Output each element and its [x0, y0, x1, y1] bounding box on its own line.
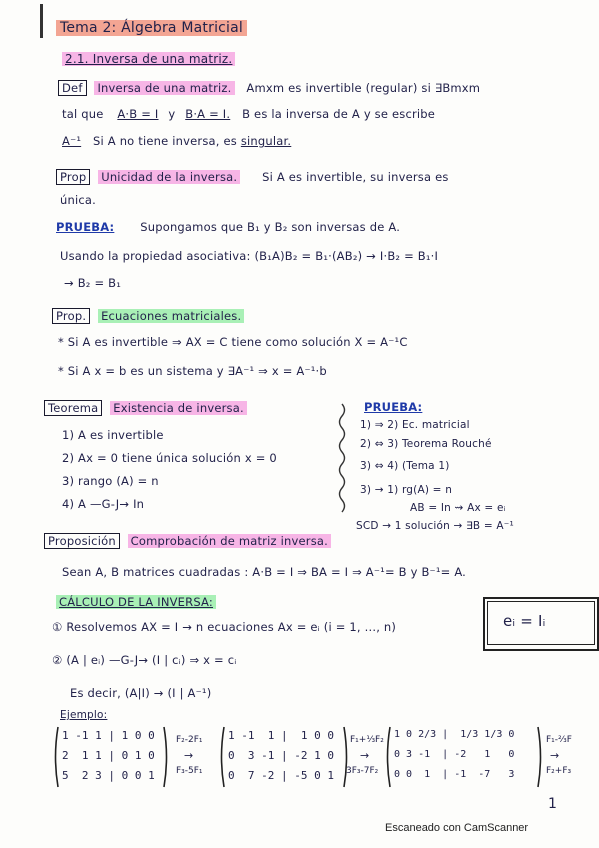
calculo-text-2: ② (A | eᵢ) —G-J→ (I | cᵢ) ⇒ x = cᵢ	[52, 653, 237, 667]
op1-bottom: F₃-5F₁	[176, 766, 203, 776]
teorema-item-3: 3) rango (A) = n	[62, 474, 159, 488]
prop1-heading: Unicidad de la inversa.	[98, 170, 240, 184]
op2-arrow: →	[360, 749, 370, 762]
matrix-3-row-1: 1 0 2/3 | 1/3 1/3 0	[394, 729, 515, 740]
def-a-inv: A⁻¹	[62, 134, 82, 148]
def-singular: singular.	[240, 134, 292, 148]
prop1-text-2: única.	[60, 193, 96, 207]
teorema-tag: Teorema	[44, 400, 102, 416]
prueba2-label	[364, 400, 422, 414]
def-tal-que: tal que	[62, 107, 104, 121]
prueba1-label: PRUEBA:	[56, 220, 115, 234]
ejemplo-label: Ejemplo:	[60, 709, 108, 721]
prueba1-text-2: Usando la propiedad asociativa: (B₁A)B₂ = B₁·(AB₂) → I·B₂ = B₁·I	[60, 249, 439, 263]
calculo-heading	[56, 595, 216, 609]
prueba2-line-2: 2) ⇔ 3) Teorema Rouché	[360, 438, 492, 450]
calculo-text-1: ① Resolvemos AX = I → n ecuaciones Ax = eᵢ (i = 1, ..., n)	[52, 620, 397, 634]
matrix-3-row-2: 0 3 -1 | -2 1 0	[394, 749, 515, 760]
calculo-text-3: Es decir, (A|I) → (I | A⁻¹)	[70, 686, 212, 700]
prueba2-line-3: 3) ⇔ 4) (Tema 1)	[360, 460, 450, 472]
prueba2-line-6: SCD → 1 solución → ∃B = A⁻¹	[356, 520, 514, 532]
prop2-line-1	[52, 309, 244, 323]
teorema-line-1	[44, 401, 247, 415]
def-text-2: B es la inversa de A y se escribe	[242, 107, 436, 121]
prop2-text-2: * Si A x = b es un sistema y ∃A⁻¹ ⇒ x = A⁻¹·b	[58, 364, 327, 378]
def-line-1	[58, 81, 480, 95]
matrix-2-row-2: 0 3 -1 | -2 1 0	[228, 749, 334, 762]
prop2-text-1: * Si A es invertible ⇒ AX = C tiene como solución X = A⁻¹C	[58, 335, 408, 349]
def-line-3	[62, 134, 291, 148]
scanner-footer: Escaneado con CamScanner	[385, 822, 529, 834]
op3-top: F₁-⅔F	[546, 735, 572, 745]
def-y: y	[168, 107, 176, 121]
binder-mark	[40, 4, 43, 38]
brace-squiggle	[335, 402, 349, 522]
matrix-1-row-3: 5 2 3 | 0 0 1	[62, 769, 155, 782]
page-number: 1	[548, 796, 557, 812]
calculo-heading-text: CÁLCULO DE LA INVERSA:	[56, 595, 216, 609]
teorema-item-1: 1) A es invertible	[62, 428, 164, 442]
op2-bottom: 3F₃-7F₂	[346, 766, 379, 776]
def-text-3: Si A no tiene inversa, es	[93, 134, 237, 148]
def-line-2	[62, 107, 435, 121]
op2-top: F₁+⅓F₂	[350, 735, 384, 745]
matrix-3	[384, 725, 544, 789]
def-tag: Def	[58, 80, 87, 96]
matrix-2-row-1: 1 -1 1 | 1 0 0	[228, 729, 334, 742]
matrix-3-row-3: 0 0 1 | -1 -7 3	[394, 769, 515, 780]
op1-top: F₂-2F₁	[176, 735, 203, 745]
prop1-line-1	[56, 170, 449, 184]
framed-formula: eᵢ = Iᵢ	[503, 612, 546, 630]
matrix-1-row-2: 2 1 1 | 0 1 0	[62, 749, 155, 762]
prop2-heading: Ecuaciones matriciales.	[98, 309, 244, 323]
matrix-2-row-3: 0 7 -2 | -5 0 1	[228, 769, 334, 782]
prueba1-text-3: → B₂ = B₁	[64, 276, 122, 290]
prueba1-text: Supongamos que B₁ y B₂ son inversas de A.	[140, 220, 401, 234]
prop1-tag: Prop	[56, 169, 90, 185]
teorema-heading: Existencia de inversa.	[110, 401, 247, 415]
proposicion-heading: Comprobación de matriz inversa.	[128, 534, 331, 548]
prop1-text-1: Si A es invertible, su inversa es	[262, 170, 449, 184]
def-ba-eq: B·A = I.	[185, 107, 231, 121]
proposicion-text: Sean A, B matrices cuadradas : A·B = I ⇒ BA = I ⇒ A⁻¹= B y B⁻¹= A.	[62, 565, 467, 579]
prueba2-line-1: 1) ⇒ 2) Ec. matricial	[360, 419, 470, 431]
matrix-1-row-1: 1 -1 1 | 1 0 0	[62, 729, 155, 742]
section-heading	[62, 52, 235, 66]
proposicion-line-1	[44, 534, 331, 548]
op3-arrow: →	[550, 749, 560, 762]
teorema-item-2: 2) Ax = 0 tiene única solución x = 0	[62, 451, 277, 465]
prueba1-line-1	[56, 220, 400, 234]
page-title	[56, 20, 247, 36]
op3-bottom: F₂+F₃	[546, 766, 572, 776]
teorema-item-4: 4) A —G-J→ In	[62, 497, 145, 511]
def-text-1: Amxm es invertible (regular) si ∃Bmxm	[246, 81, 481, 95]
prop2-tag: Prop.	[52, 308, 90, 324]
proposicion-tag: Proposición	[44, 533, 120, 549]
prueba2-label-text: PRUEBA:	[364, 400, 423, 414]
section-text: 2.1. Inversa de una matriz.	[62, 52, 235, 66]
matrix-2	[218, 725, 350, 789]
title-text: Tema 2: Álgebra Matricial	[56, 20, 247, 36]
prueba2-line-4: 3) → 1) rg(A) = n	[360, 484, 453, 496]
op1-arrow: →	[184, 749, 194, 762]
def-heading: Inversa de una matriz.	[94, 81, 234, 95]
def-ab-eq: A·B = I	[117, 107, 159, 121]
prueba2-line-5: AB = In ⇝ Ax = eᵢ	[410, 502, 506, 514]
matrix-1	[52, 725, 172, 789]
